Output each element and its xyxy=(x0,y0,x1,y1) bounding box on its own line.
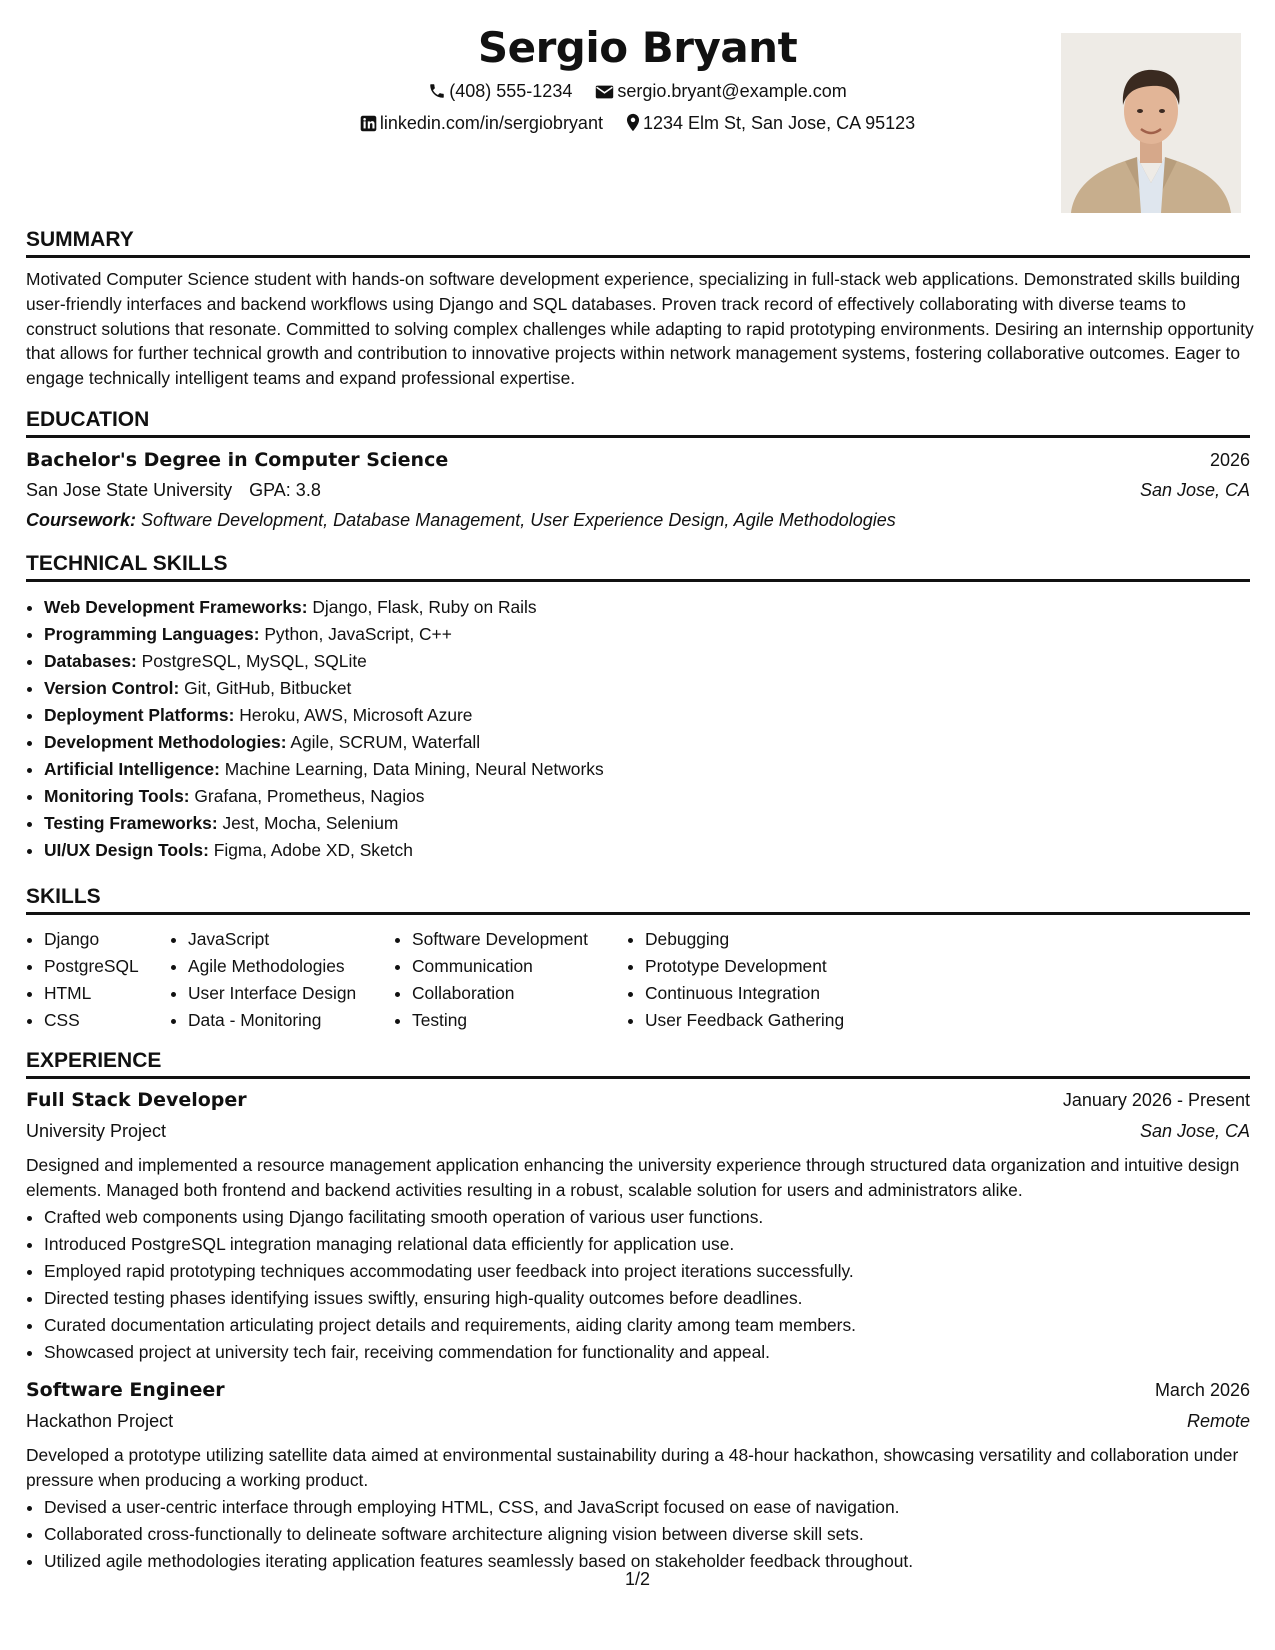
list-item: • Testing Frameworks: Jest, Mocha, Selenium xyxy=(44,810,604,837)
job-2-bullets xyxy=(26,1494,913,1575)
list-item: • Artificial Intelligence: Machine Learning, Data Mining, Neural Networks xyxy=(44,756,604,783)
job-1-title-row xyxy=(26,1087,1250,1113)
list-item: • User Feedback Gathering xyxy=(645,1007,844,1034)
list-item: • Continuous Integration xyxy=(645,980,844,1007)
list-item: • Testing xyxy=(412,1007,588,1034)
list-item: • HTML xyxy=(44,980,139,1007)
list-item: • Version Control: Git, GitHub, Bitbucket xyxy=(44,675,604,702)
job-dates: January 2026 - Present xyxy=(1062,1090,1250,1110)
list-item: • Data - Monitoring xyxy=(188,1007,356,1034)
address-text: 1234 Elm St, San Jose, CA 95123 xyxy=(642,113,916,133)
job-title: Full Stack Developer xyxy=(26,1089,247,1111)
graduation-year: 2026 xyxy=(1209,450,1250,470)
list-item: • Showcased project at university tech fair, receiving commendation for functionality and appeal. xyxy=(44,1339,856,1366)
job-2-title-row xyxy=(26,1377,1250,1403)
list-item: • Employed rapid prototyping techniques accommodating user feedback into project iterations successfully. xyxy=(44,1258,856,1285)
job-org: University Project xyxy=(26,1121,167,1141)
list-item: • Collaborated cross-functionally to delineate software architecture aligning vision between diverse skill sets. xyxy=(44,1521,913,1548)
map-pin-icon xyxy=(626,113,640,139)
list-item: • Communication xyxy=(412,953,588,980)
coursework-row xyxy=(26,507,1250,533)
list-item: • Programming Languages: Python, JavaScript, C++ xyxy=(44,621,604,648)
skills-column-3 xyxy=(394,926,588,1034)
technical-skills-heading: TECHNICAL SKILLS xyxy=(26,550,1250,582)
list-item: • Utilized agile methodologies iterating application features seamlessly based on stakeholder feedback throughout. xyxy=(44,1548,913,1575)
job-1-description: Designed and implemented a resource management application enhancing the university experience through structured data organization and intuitive design elements. Managed both frontend and backend activities resulting in a robust, scalable solution for users and administrators alike. xyxy=(26,1155,1240,1200)
list-item: • Software Development xyxy=(412,926,588,953)
list-item: • Web Development Frameworks: Django, Flask, Ruby on Rails xyxy=(44,594,604,621)
list-item: • Deployment Platforms: Heroku, AWS, Microsoft Azure xyxy=(44,702,604,729)
list-item: • Prototype Development xyxy=(645,953,844,980)
list-item: • Crafted web components using Django facilitating smooth operation of various user functions. xyxy=(44,1204,856,1231)
education-degree-row xyxy=(26,447,1250,473)
education-heading: EDUCATION xyxy=(26,406,1250,438)
coursework-label: Coursework: xyxy=(26,510,137,530)
job-location: Remote xyxy=(1186,1411,1250,1431)
school-location: San Jose, CA xyxy=(1139,480,1250,500)
summary-text: Motivated Computer Science student with hands-on software development experience, specializing in full-stack web applications. Demonstrated skills building user-friendly interfaces and backend workflows using Django and SQL databases. Proven track record of effectively collaborating with diverse teams to construct solutions that resonate. Committed to solving complex challenges while adapting to rapid prototyping environments. Desiring an internship opportunity that allows for further technical growth and contribution to innovative projects within network management systems, fostering collaborative outcomes. Eager to engage technically intelligent teams and expand professional expertise. xyxy=(26,269,1254,389)
phone-icon xyxy=(428,81,446,107)
job-2-description: Developed a prototype utilizing satellite data aimed at environmental sustainability during a 48-hour hackathon, showcasing versatility and collaboration under pressure when producing a working product. xyxy=(26,1445,1239,1490)
job-org: Hackathon Project xyxy=(26,1411,174,1431)
degree-title: Bachelor's Degree in Computer Science xyxy=(26,449,449,471)
list-item: • User Interface Design xyxy=(188,980,356,1007)
list-item: • Curated documentation articulating project details and requirements, aiding clarity among team members. xyxy=(44,1312,856,1339)
list-item: • Directed testing phases identifying issues swiftly, ensuring high-quality outcomes before deadlines. xyxy=(44,1285,856,1312)
list-item: • Django xyxy=(44,926,139,953)
page-number: 1/2 xyxy=(624,1569,651,1589)
education-school-row xyxy=(26,477,1250,503)
list-item: • PostgreSQL xyxy=(44,953,139,980)
technical-skills-list xyxy=(26,594,604,864)
list-item: • Databases: PostgreSQL, MySQL, SQLite xyxy=(44,648,604,675)
summary-heading: SUMMARY xyxy=(26,226,1250,258)
list-item: • Devised a user-centric interface through employing HTML, CSS, and JavaScript focused on ease of navigation. xyxy=(44,1494,913,1521)
skills-column-2 xyxy=(170,926,356,1034)
phone-contact xyxy=(428,78,572,107)
list-item: • Collaboration xyxy=(412,980,588,1007)
list-item: • CSS xyxy=(44,1007,139,1034)
experience-heading: EXPERIENCE xyxy=(26,1047,1250,1079)
list-item: • Introduced PostgreSQL integration managing relational data efficiently for application use. xyxy=(44,1231,856,1258)
candidate-name: Sergio Bryant xyxy=(477,23,798,72)
gpa: GPA: 3.8 xyxy=(249,480,321,500)
list-item: • JavaScript xyxy=(188,926,356,953)
job-2-org-row xyxy=(26,1408,1250,1434)
linkedin-contact xyxy=(360,110,603,139)
envelope-icon xyxy=(595,81,614,107)
job-dates: March 2026 xyxy=(1154,1380,1250,1400)
skills-heading: SKILLS xyxy=(26,883,1250,915)
job-title: Software Engineer xyxy=(26,1379,225,1401)
linkedin-icon xyxy=(360,113,377,139)
list-item: • Monitoring Tools: Grafana, Prometheus, Nagios xyxy=(44,783,604,810)
coursework-list: Software Development, Database Management, User Experience Design, Agile Methodologies xyxy=(141,510,896,530)
job-location: San Jose, CA xyxy=(1139,1121,1250,1141)
list-item: • Debugging xyxy=(645,926,844,953)
address-contact xyxy=(626,110,915,139)
skills-column-1 xyxy=(26,926,139,1034)
email-contact xyxy=(595,78,846,107)
list-item: • Development Methodologies: Agile, SCRUM, Waterfall xyxy=(44,729,604,756)
email-text[interactable]: sergio.bryant@example.com xyxy=(617,81,847,101)
school-name: San Jose State University xyxy=(26,480,233,500)
job-1-bullets xyxy=(26,1204,856,1366)
skills-column-4 xyxy=(627,926,844,1034)
list-item: • Agile Methodologies xyxy=(188,953,356,980)
linkedin-text[interactable]: linkedin.com/in/sergiobryant xyxy=(379,113,603,133)
job-1-org-row xyxy=(26,1118,1250,1144)
list-item: • UI/UX Design Tools: Figma, Adobe XD, Sketch xyxy=(44,837,604,864)
profile-photo xyxy=(1061,33,1241,213)
phone-text[interactable]: (408) 555-1234 xyxy=(449,81,573,101)
